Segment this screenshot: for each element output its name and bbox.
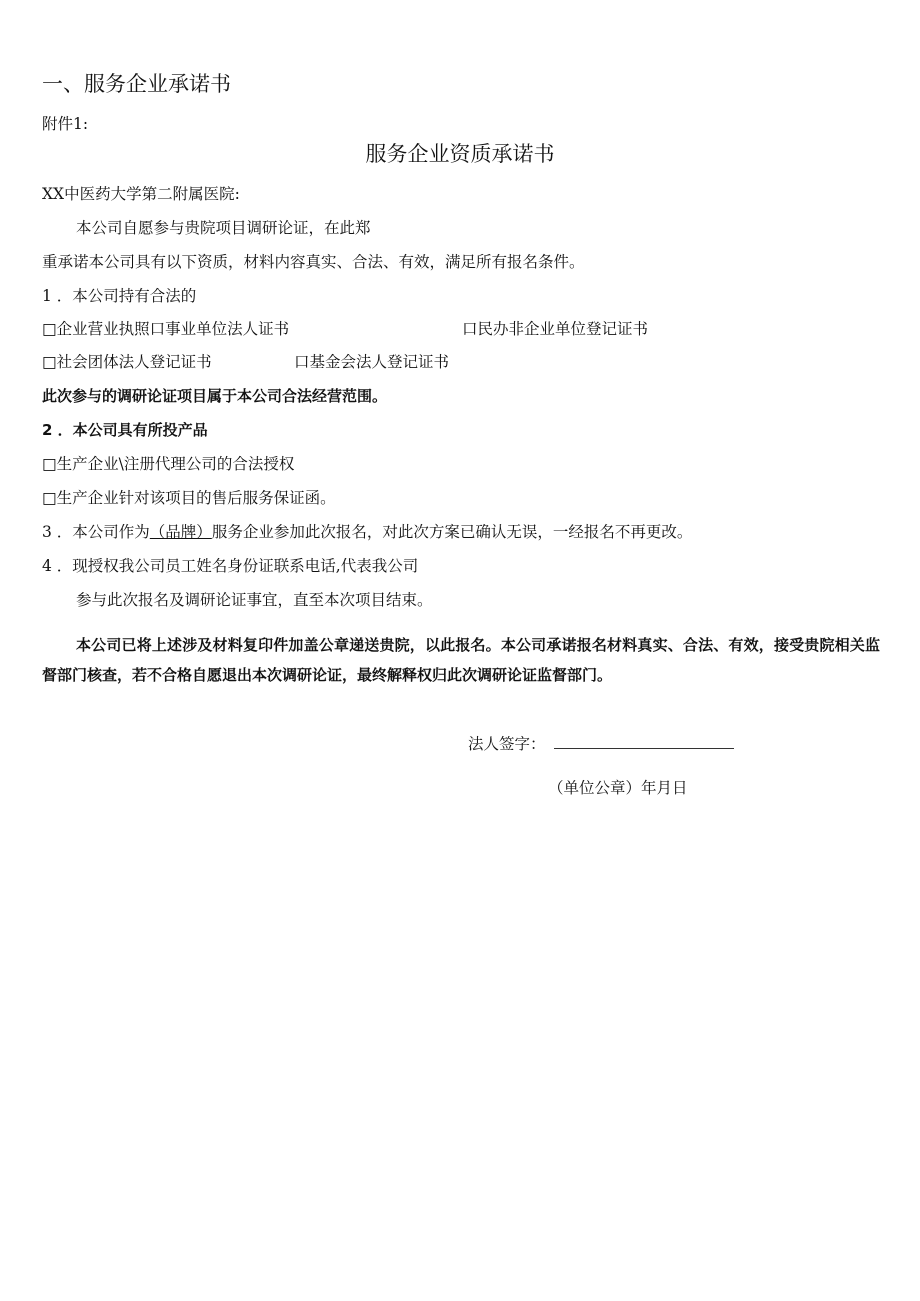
item-1-scope-statement: 此次参与的调研论证项目属于本公司合法经营范围。 xyxy=(42,387,388,405)
item-4-continuation: 参与此次报名及调研论证事宜，直至本次项目结束。 xyxy=(76,591,433,609)
addressee: XX中医药大学第二附属医院: xyxy=(42,185,240,203)
attachment-label: 附件1: xyxy=(42,115,89,133)
intro-line-1: 本公司自愿参与贵院项目调研论证，在此郑 xyxy=(76,219,371,237)
item-3-prefix: 3 ．本公司作为 xyxy=(42,523,150,541)
item-2-title: 2 ．本公司具有所投产品 xyxy=(42,421,208,439)
item-1-option-private-nonenterprise: 口民办非企业单位登记证书 xyxy=(462,320,649,338)
item-1-option-foundation: 口基金会法人登记证书 xyxy=(294,353,450,371)
item-3-brand-blank: （品牌） xyxy=(149,523,212,541)
signature-line xyxy=(554,734,734,749)
item-1-option-business-license: □企业营业执照口事业单位法人证书 xyxy=(42,320,290,338)
signature-label: 法人签字： xyxy=(468,735,546,753)
item-3-suffix: 服务企业参加此次报名，对此次方案已确认无误，一经报名不再更改。 xyxy=(211,523,693,541)
intro-line-2: 重承诺本公司具有以下资质，材料内容真实、合法、有效，满足所有报名条件。 xyxy=(42,253,585,271)
document-title: 服务企业资质承诺书 xyxy=(365,142,555,166)
item-1-title: 1 ．本公司持有合法的 xyxy=(42,287,197,305)
item-2-option-authorization: □生产企业\注册代理公司的合法授权 xyxy=(42,455,295,473)
seal-and-date: （单位公章）年月日 xyxy=(548,779,688,797)
item-2-option-service-guarantee: □生产企业针对该项目的售后服务保证函。 xyxy=(42,489,336,507)
item-1-option-social-group: □社会团体法人登记证书 xyxy=(42,353,212,371)
item-3-line xyxy=(42,522,692,542)
closing-paragraph: 本公司已将上述涉及材料复印件加盖公章递送贵院，以此报名。本公司承诺报名材料真实、合法、有效，接受贵院相关监督部门核查，若不合格自愿退出本次调研论证，最终解释权归此次调研论证监督部门。 xyxy=(42,636,880,684)
section-title: 一、服务企业承诺书 xyxy=(42,72,231,96)
item-4-title: 4 ．现授权我公司员工姓名身份证联系电话,代表我公司 xyxy=(42,557,419,575)
signature-row xyxy=(468,734,734,754)
